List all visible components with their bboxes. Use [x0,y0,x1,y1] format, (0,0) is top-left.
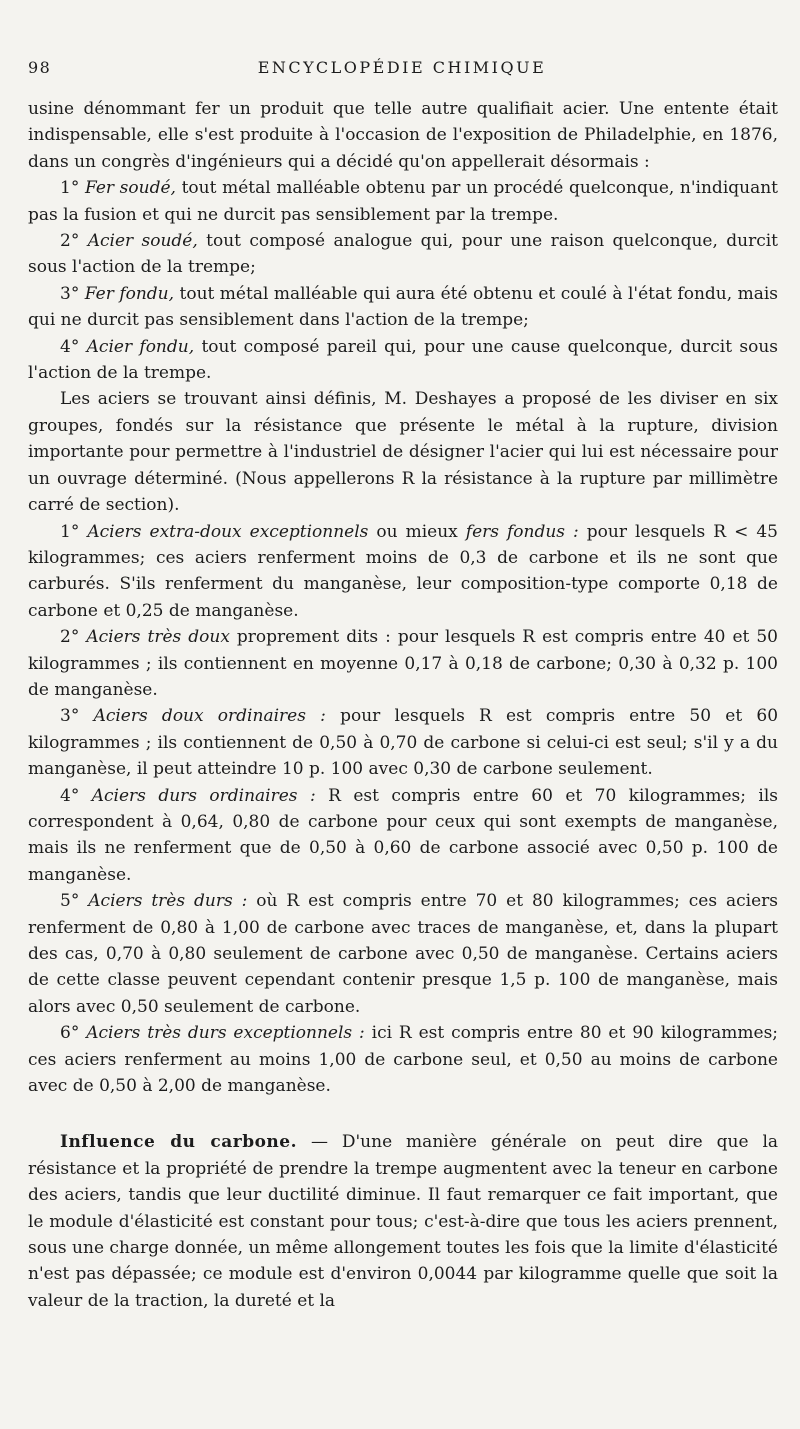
defined-term: Acier soudé, [87,231,198,252]
body-text [28,96,778,1314]
steel-group-item: 2° Aciers très doux proprement dits : pour lesquels R est compris entre 40 et 50 kilogrammes ; ils contiennent en moyenne 0,17 à 0,18 de carbone; 0,30 à 0,32 p. 100 de manganèse. [28,627,778,700]
defined-term: Fer fondu, [84,283,175,304]
definition-item: 2° Acier soudé, tout composé analogue qui, pour une raison quelconque, durcit sous l'action de la trempe; [28,231,778,278]
group-name: Aciers très durs : [88,891,248,912]
definition-item: 4° Acier fondu, tout composé pareil qui, pour une cause quelconque, durcit sous l'action de la trempe. [28,336,778,384]
steel-group-item: 4° Aciers durs ordinaires : R est compris entre 60 et 70 kilogrammes; ils correspondent à 0,64, 0,80 de carbone pour ceux qui sont exempts de manganèse, mais ils ne renferment que de 0,50 à 0,60 de carbone associé avec 0,50 p. 100 de manganèse. [28,785,779,885]
defined-term: Acier fondu, [86,336,195,357]
definition-item: 3° Fer fondu, tout métal malléable qui aura été obtenu et coulé à l'état fondu, mais qui ne durcit pas sensiblement dans l'action de la trempe; [28,283,779,331]
steel-group-item: 6° Aciers très durs exceptionnels : ici R est compris entre 80 et 90 kilogrammes; ces aciers renferment au moins 1,00 de carbone seul, et 0,50 au moins de carbone avec de 0,50 à 2,00 de manganèse. [28,1023,779,1097]
paragraph: usine dénommant fer un produit que telle autre qualifiait acier. Une entente était indispensable, elle s'est produite à l'occasion de l'exposition de Philadelphie, en 1876, dans un congrès d'ingénieurs qui a décidé qu'on appellerait désormais : [28,99,778,172]
running-header [28,58,776,82]
group-alias: fers fondus : [465,521,579,542]
group-name: Aciers durs ordinaires : [91,785,316,806]
group-name: Aciers très doux [86,627,230,648]
group-name: Aciers extra-doux exceptionnels [87,521,369,542]
steel-group-item: 5° Aciers très durs : où R est compris entre 70 et 80 kilogrammes; ces aciers renferment de 0,80 à 1,00 de carbone avec traces de manganèse, et, dans la plupart des cas, 0,70 à 0,80 seulement de carbone avec 0,50 de manganèse. Certains aciers de cette classe peuvent cependant contenir presque 1,5 p. 100 de manganèse, mais alors avec 0,50 seulement de carbone. [28,891,779,1017]
defined-term: Fer soudé, [84,178,176,199]
page-number: 98 [28,58,52,77]
group-name: Aciers doux ordinaires : [93,706,326,727]
section-spacer [28,1099,778,1129]
section-paragraph: Influence du carbone. — D'une manière générale on peut dire que la résistance et la propriété de prendre la trempe augmentent avec la teneur en carbone des aciers, tandis que leur ductilité diminue. Il faut remarquer ce fait important, que le module d'élasticité est constant pour tous; c'est-à-dire que tous les aciers prennent, sous une charge donnée, un même allongement toutes les fois que la limite d'élasticité n'est pas dépassée; ce module est d'environ 0,0044 par kilogramme quelle que soit la valeur de la traction, la dureté et la [28,1132,779,1311]
paragraph: Les aciers se trouvant ainsi définis, M. Deshayes a proposé de les diviser en six groupes, fondés sur la résistance que présente le métal à la rupture, division importante pour permettre à l'industriel de désigner l'acier qui lui est nécessaire pour un ouvrage déterminé. (Nous appellerons R la résistance à la rupture par millimètre carré de section). [28,389,778,516]
group-name: Aciers très durs exceptionnels : [86,1023,365,1044]
definition-item: 1° Fer soudé, tout métal malléable obtenu par un procédé quelconque, n'indiquant pas la fusion et qui ne durcit pas sensiblement par la trempe. [28,178,778,225]
section-heading: Influence du carbone. [60,1132,298,1153]
steel-group-item: 1° Aciers extra-doux exceptionnels ou mieux fers fondus : pour lesquels R < 45 kilogrammes; ces aciers renferment moins de 0,3 de carbone et ils ne sont que carburés. S'ils renferment du manganèse, leur composition-type comporte 0,18 de carbone et 0,25 de manganèse. [28,521,778,621]
steel-group-item: 3° Aciers doux ordinaires : pour lesquels R est compris entre 50 et 60 kilogrammes ; ils contiennent de 0,50 à 0,70 de carbone si celui-ci est seul; s'il y a du manganèse, il peut atteindre 10 p. 100 avec 0,30 de carbone seulement. [28,706,779,780]
running-title: ENCYCLOPÉDIE CHIMIQUE [257,58,547,77]
